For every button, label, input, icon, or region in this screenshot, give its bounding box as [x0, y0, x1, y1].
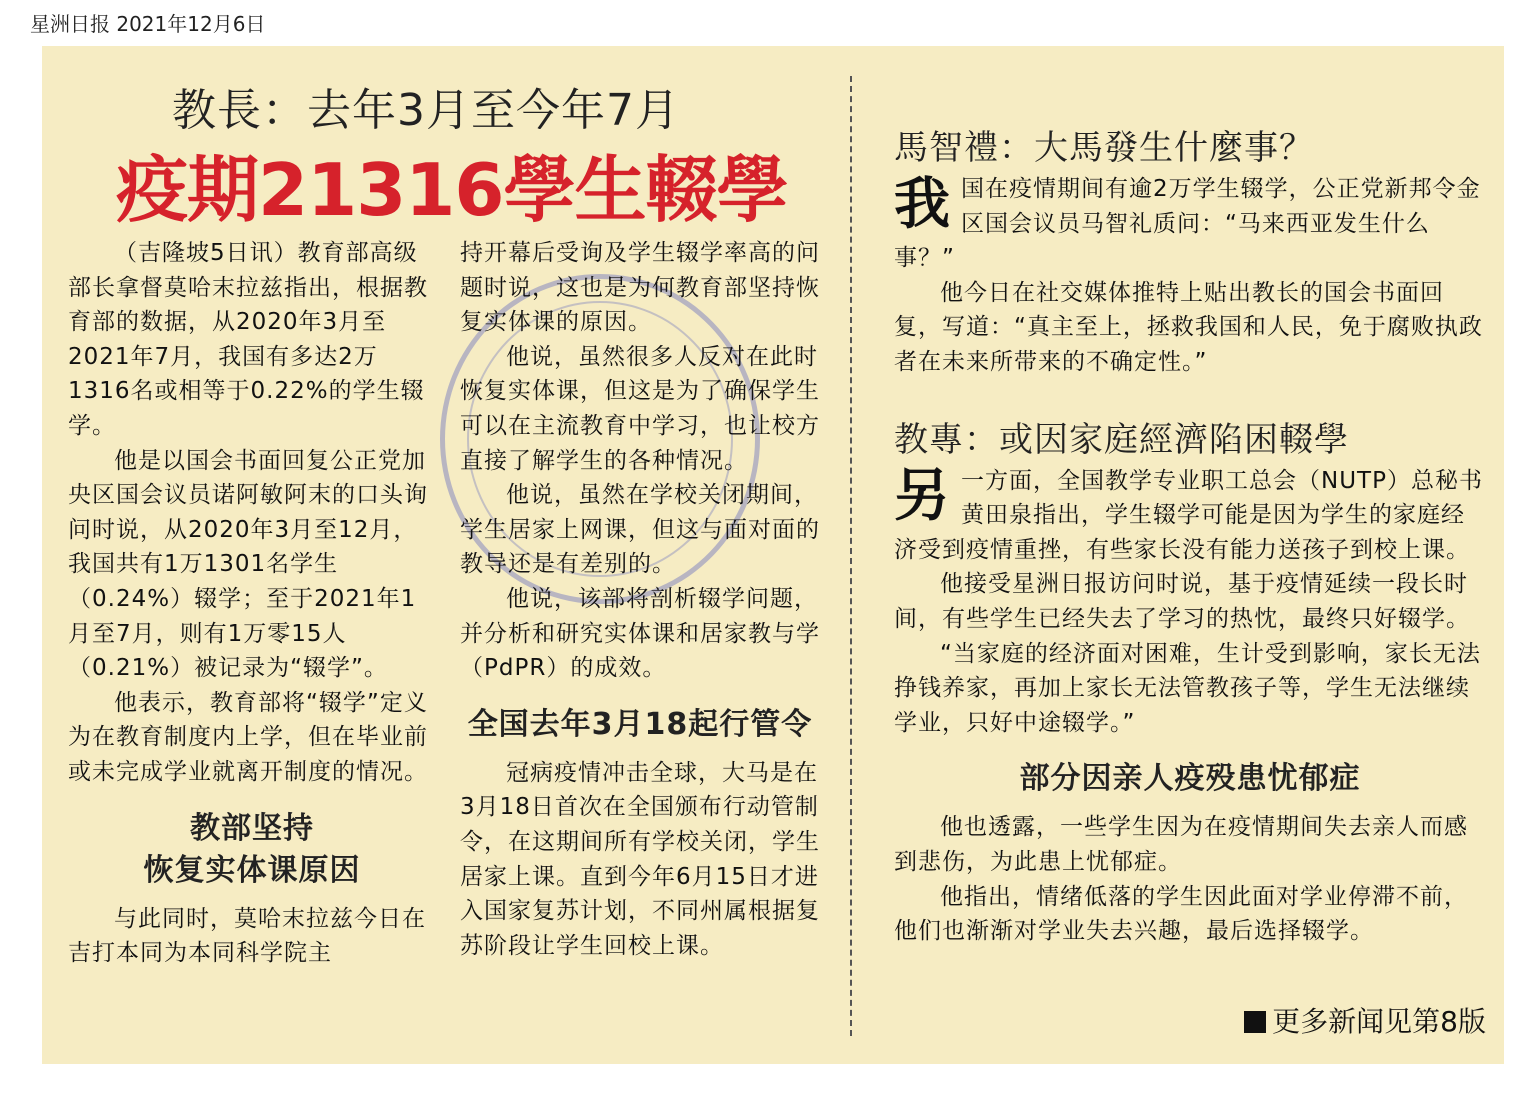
subheading-line: 教部坚持 [190, 810, 314, 846]
article-headline: 疫期21316學生輟學 [116, 148, 788, 232]
section-heading-mp: 馬智禮：大馬發生什麼事？ [894, 128, 1314, 168]
paragraph: 他表示，教育部将“辍学”定义为在教育制度内上学，但在毕业前或未完成学业就离开制度的情况。 [68, 689, 428, 785]
source-line: 星洲日报 2021年12月6日 [30, 12, 266, 36]
paragraph [894, 464, 1486, 568]
square-bullet-icon [1244, 1011, 1266, 1033]
article-kicker: 教長：去年3月至今年7月 [172, 85, 680, 136]
paragraph: 他接受星洲日报访问时说，基于疫情延续一段长时间，有些学生已经失去了学习的热忱，最终只好辍学。 [894, 571, 1470, 632]
subheading-line: 恢复实体课原因 [143, 852, 361, 888]
subheading-depression: 部分因亲人疫殁患忧郁症 [1019, 761, 1361, 797]
paragraph: （吉隆坡5日讯）教育部高级部长拿督莫哈末拉兹指出，根据教育部的数据，从2020年3月至2021年7月，我国有多达2万1316名或相等于0.22%的学生辍学。 [68, 240, 428, 439]
section-heading-union: 教專：或因家庭經濟陷困輟學 [894, 419, 1349, 460]
paragraph: 他今日在社交媒体推特上贴出教长的国会书面回复，写道：“真主至上，拯救我国和人民，免于腐败执政者在未来所带来的不确定性。” [894, 279, 1483, 375]
paragraph: 他说，该部将剖析辍学问题，并分析和研究实体课和居家教与学（PdPR）的成效。 [460, 585, 820, 682]
more-news-text: 更多新闻见第8版 [1272, 1005, 1486, 1038]
paragraph: 冠病疫情冲击全球，大马是在3月18日首次在全国颁布行动管制令，在这期间所有学校关闭，学生居家上课。直到今年6月15日才进入国家复苏计划，不同州属根据复苏阶段让学生回校上课。 [460, 759, 820, 959]
paragraph: 持开幕后受询及学生辍学率高的问题时说，这也是为何教育部坚持恢复实体课的原因。 [460, 240, 820, 336]
paragraph: 他是以国会书面回复公正党加央区国会议员诺阿敏阿末的口头询问时说，从2020年3月至12月，我国共有1万1301名学生（0.24%）辍学；至于2021年1月至7月，则有1万零15人（0.21%）被记录为“辍学”。 [68, 447, 428, 682]
subheading-reason [68, 808, 436, 892]
column-divider [850, 76, 852, 1036]
paragraph: 他说，虽然在学校关闭期间，学生居家上网课，但这与面对面的教导还是有差别的。 [460, 482, 820, 578]
article-column-3 [894, 124, 1486, 949]
paragraph: 他说，虽然很多人反对在此时恢复实体课，但这是为了确保学生可以在主流教育中学习，也让校方直接了解学生的各种情况。 [460, 343, 820, 474]
subheading-mco: 全国去年3月18起行管令 [467, 706, 813, 742]
paragraph: “当家庭的经济面对困难，生计受到影响，家长无法挣钱养家，再加上家长无法管教孩子等，学生无法继续学业，只好中途辍学。” [894, 640, 1481, 736]
more-news-note [1244, 1000, 1486, 1040]
paragraph: 他指出，情绪低落的学生因此面对学业停滞不前，他们也渐渐对学业失去兴趣，最后选择辍学。 [894, 883, 1468, 945]
paragraph-text: 一方面，全国教学专业职工总会（NUTP）总秘书黄田泉指出，学生辍学可能是因为学生的家庭经济受到疫情重挫，有些家长没有能力送孩子到校上课。 [894, 467, 1483, 563]
paragraph: 他也透露，一些学生因为在疫情期间失去亲人而感到悲伤，为此患上忧郁症。 [894, 814, 1468, 875]
article-column-1 [68, 236, 436, 971]
drop-cap: 我 [894, 172, 951, 237]
article-column-2 [460, 236, 820, 963]
paragraph: 与此同时，莫哈末拉兹今日在吉打本同为本同科学院主 [68, 905, 426, 967]
paragraph [894, 172, 1486, 276]
drop-cap: 另 [894, 463, 951, 529]
newspaper-clipping [42, 46, 1504, 1064]
paragraph-text: 国在疫情期间有逾2万学生辍学，公正党新邦令金区国会议员马智礼质问：“马来西亚发生什么事？” [894, 176, 1481, 272]
